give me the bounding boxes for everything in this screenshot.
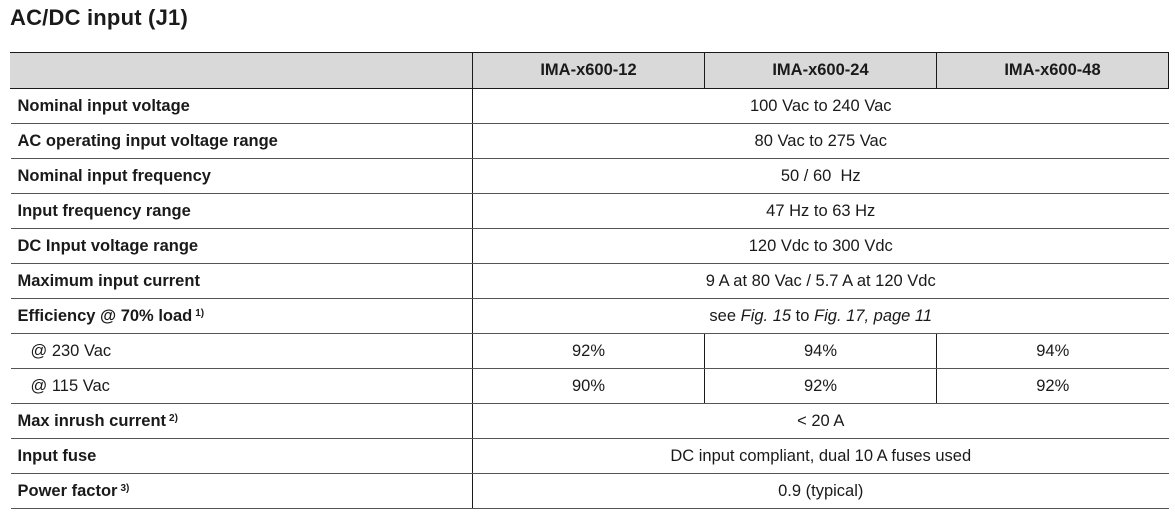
cell-value: 94% [705, 334, 937, 369]
row-label-text: Power factor [17, 481, 118, 500]
row-value: 0.9 (typical) [473, 474, 1169, 509]
row-value: 47 Hz to 63 Hz [473, 194, 1169, 229]
row-value: DC input compliant, dual 10 A fuses used [473, 439, 1169, 474]
row-label: Input fuse [11, 439, 473, 474]
row-value: 120 Vdc to 300 Vdc [473, 229, 1169, 264]
table-row [11, 159, 1169, 194]
row-label: Nominal input voltage [11, 89, 473, 124]
page-title: AC/DC input (J1) [10, 5, 188, 30]
header-blank-cell [11, 53, 473, 89]
table-row [11, 124, 1169, 159]
table-row [11, 369, 1169, 404]
row-label: Maximum input current [11, 264, 473, 299]
footnote-marker: 3) [120, 482, 130, 494]
cell-value: 94% [937, 334, 1169, 369]
table-row [11, 229, 1169, 264]
table-row [11, 194, 1169, 229]
row-value [473, 299, 1169, 334]
cell-value: 92% [705, 369, 937, 404]
table-row [11, 89, 1169, 124]
figure-reference-link[interactable]: Fig. 17, page 11 [814, 306, 933, 325]
row-label-text: Max inrush current [17, 411, 167, 430]
spec-table [10, 52, 1169, 509]
figure-reference-link[interactable]: Fig. 15 [740, 306, 792, 325]
row-label: Input frequency range [11, 194, 473, 229]
row-value: 80 Vac to 275 Vac [473, 124, 1169, 159]
column-header-48: IMA-x600-48 [937, 53, 1169, 89]
cell-value: 92% [473, 334, 705, 369]
row-value: < 20 A [473, 404, 1169, 439]
row-value: 9 A at 80 Vac / 5.7 A at 120 Vdc [473, 264, 1169, 299]
table-row [11, 334, 1169, 369]
row-label-text: Efficiency @ 70% load [17, 306, 193, 325]
header-row [11, 53, 1169, 89]
table-row [11, 439, 1169, 474]
footnote-marker: 2) [169, 412, 178, 424]
table-row [11, 299, 1169, 334]
row-label: @ 230 Vac [11, 334, 473, 369]
see-text: see [709, 306, 737, 325]
column-header-24: IMA-x600-24 [705, 53, 937, 89]
row-label [11, 404, 473, 439]
row-label: AC operating input voltage range [11, 124, 473, 159]
table-row [11, 474, 1169, 509]
column-header-12: IMA-x600-12 [473, 53, 705, 89]
row-label [11, 299, 473, 334]
table-row [11, 264, 1169, 299]
footnote-marker: 1) [195, 307, 205, 319]
table-row [11, 404, 1169, 439]
row-value: 50 / 60 Hz [473, 159, 1169, 194]
row-label: DC Input voltage range [11, 229, 473, 264]
to-text: to [795, 306, 810, 325]
row-label: @ 115 Vac [11, 369, 473, 404]
cell-value: 90% [473, 369, 705, 404]
row-label: Nominal input frequency [11, 159, 473, 194]
row-value: 100 Vac to 240 Vac [473, 89, 1169, 124]
row-label [11, 474, 473, 509]
cell-value: 92% [937, 369, 1169, 404]
